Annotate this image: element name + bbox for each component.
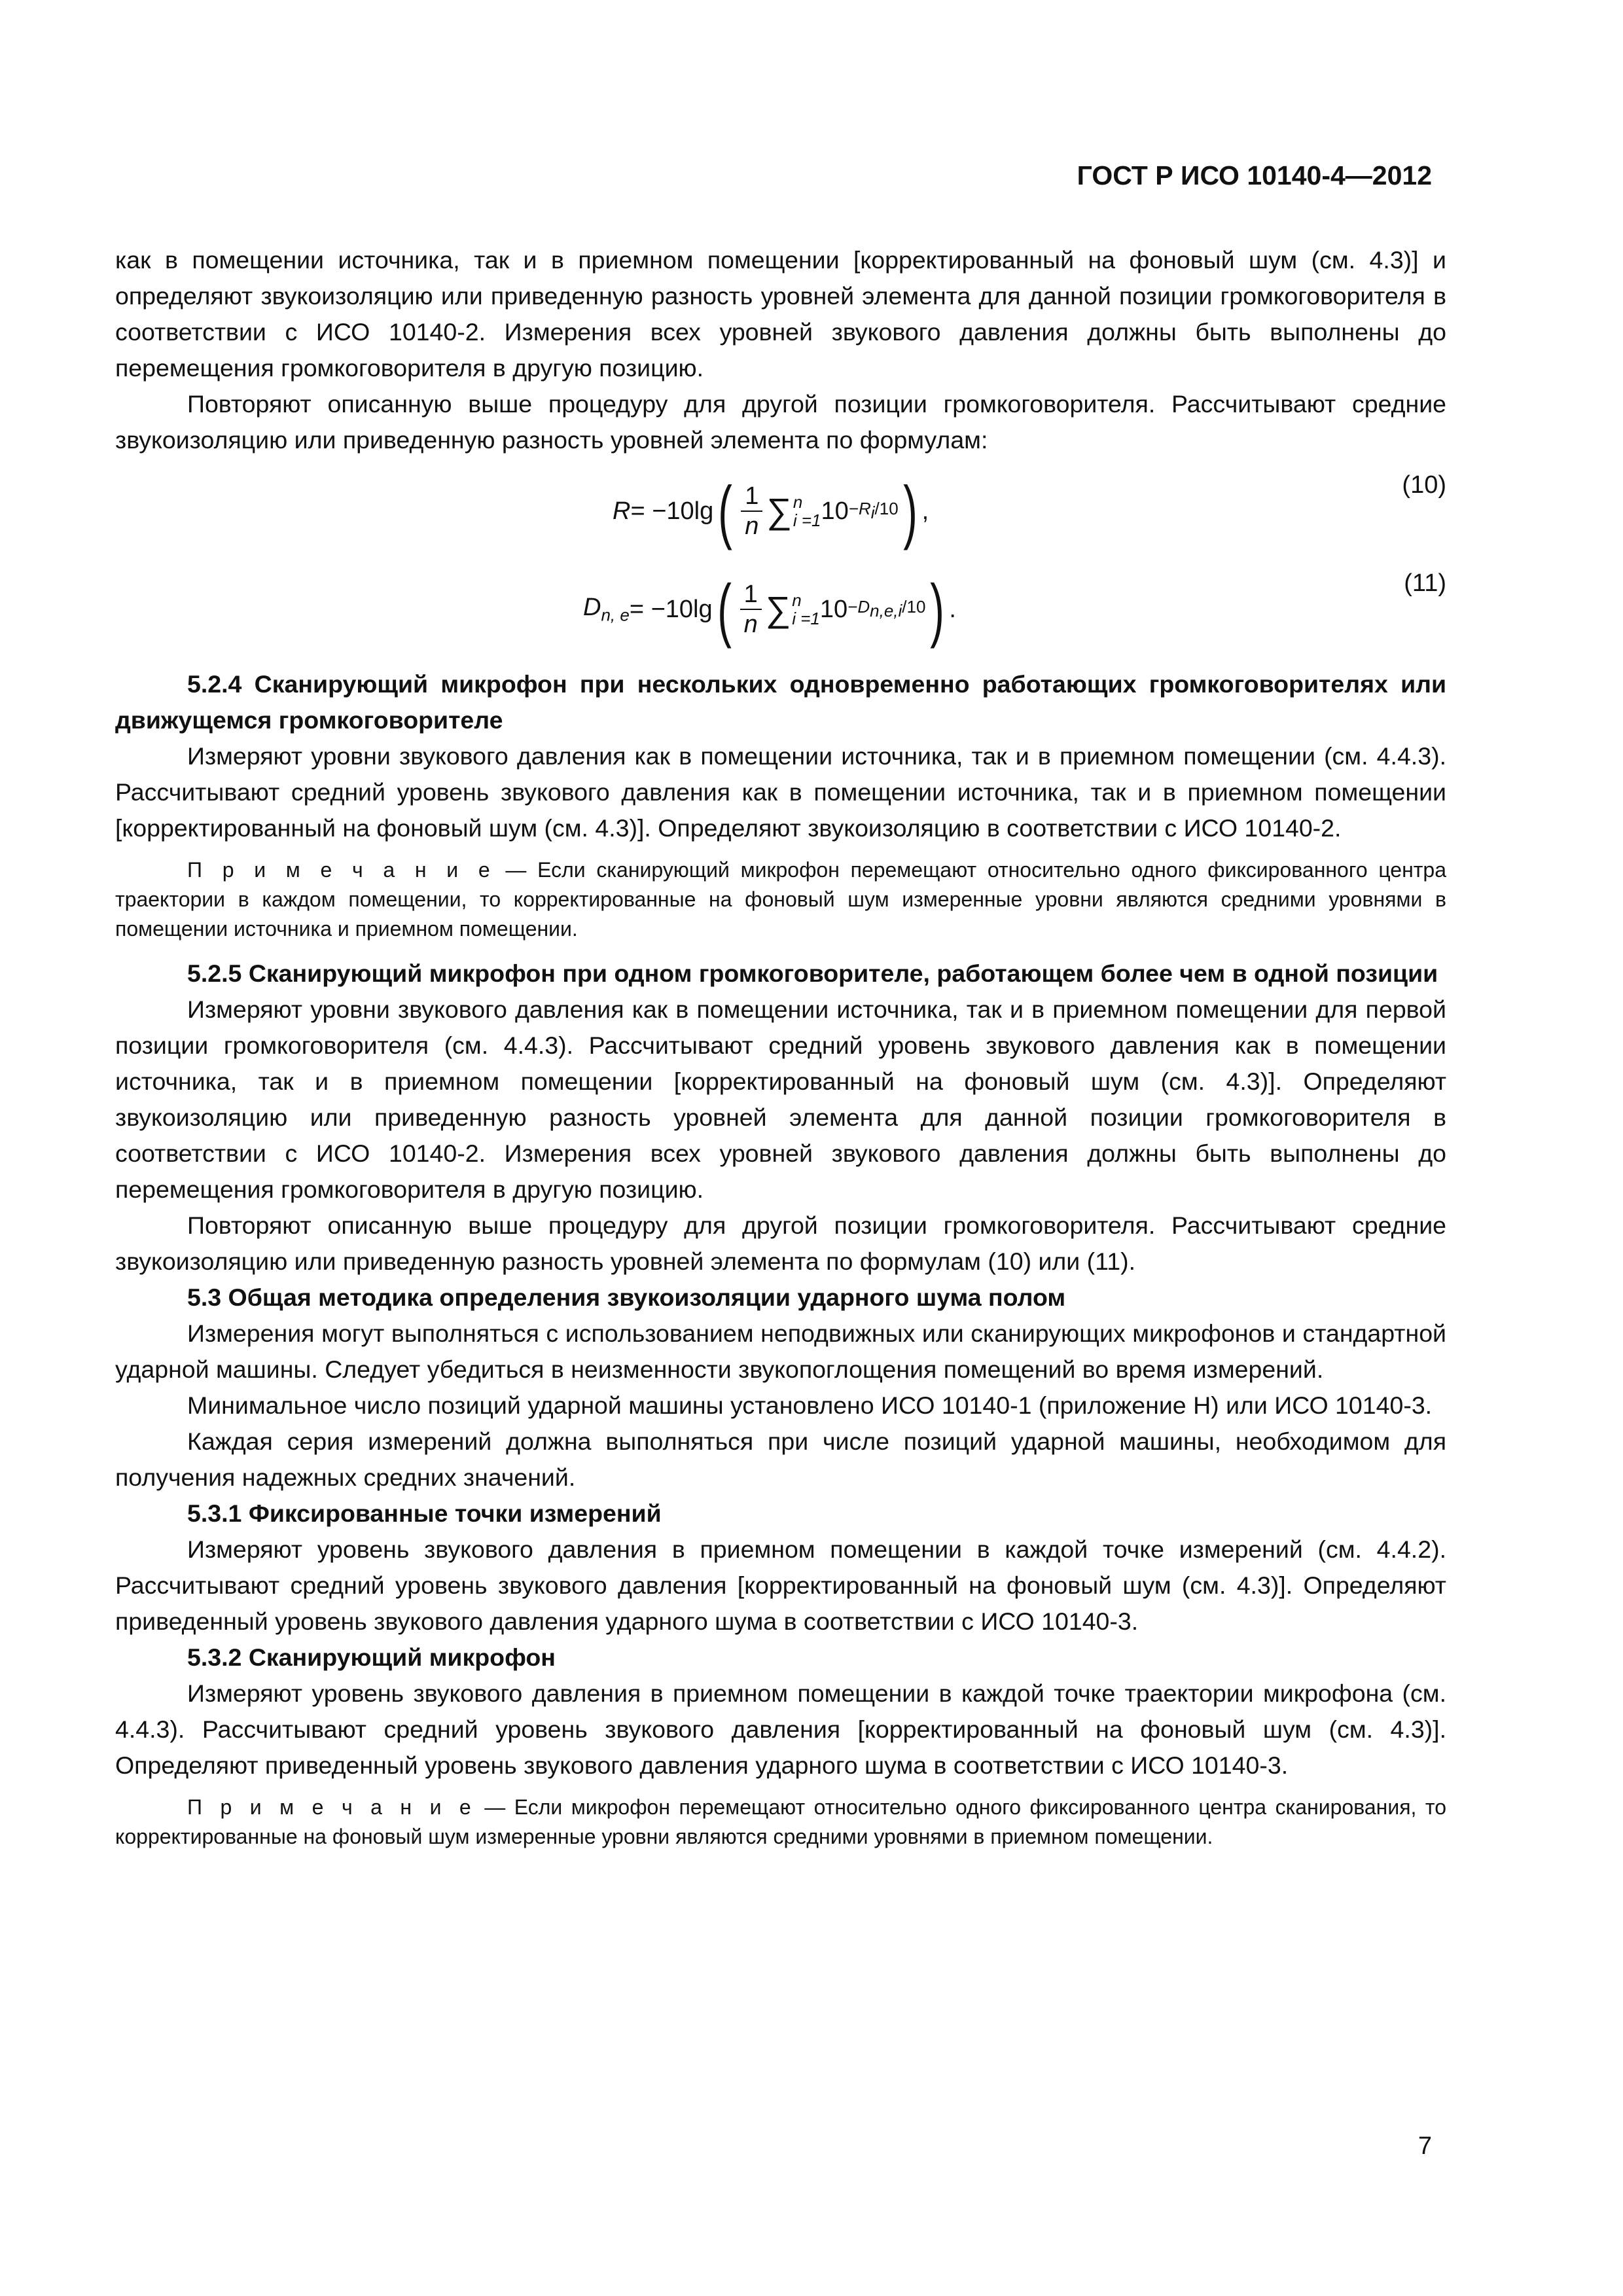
formula-lhs: $D_{n, e}$ [583,593,630,625]
right-paren: ) [930,569,945,649]
sum-lower-limit: i =1 [793,511,821,530]
paragraph: Измеряют уровень звукового давления в приемном помещении в каждой точке измерений (см. 4.4.2). Рассчитывают средний уровень звукового давления [корректированный на фоновый шум (см. 4.3)]. Определяют приведенный уровень звукового давления ударного шума в соответствии с ИСО 10140-3. [115,1535,1446,1635]
fraction-numerator: 1 [741,482,762,512]
paragraph: Измеряют уровни звукового давления как в помещении источника, так и в приемном помещении (см. 4.4.3). Рассчитывают средний уровень звукового давления как в помещении источника, так и в приемном помещении [корректированный на фоновый шум (см. 4.3)]. Определяют звукоизоляцию в соответствии с ИСО 10140-2. [115,742,1446,842]
fraction-denominator: n [745,512,759,540]
note-label: П р и м е ч а н и е [187,1795,476,1819]
sum-lower-limit: i =1 [792,609,820,628]
paragraph: Каждая серия измерений должна выполняться при числе позиций ударной машины, необходимом для получения надежных средних значений. [115,1427,1446,1491]
paragraph: Измерения могут выполняться с использованием неподвижных или сканирующих микрофонов и стандартной ударной машины. Следует убедиться в неизменности звукопоглощения помещений во время измерений. [115,1319,1446,1383]
note-label: П р и м е ч а н и е [187,858,495,882]
formula-eq: = −10lg [630,497,714,525]
formula-trail: , [921,497,929,525]
left-paren: ( [718,471,733,550]
formula-eq: = −10lg [629,595,713,623]
sum-upper-limit: n [793,492,803,512]
section-heading-5-3-1: 5.3.1 Фиксированные точки измерений [187,1499,662,1527]
paragraph: Измеряют уровни звукового давления как в помещении источника, так и в приемном помещении для первой позиции громкоговорителя (см. 4.4.3). Рассчитывают средний уровень звукового давления как в помещении источника, так и в приемном помещении [корректированный на фоновый шум (см. 4.3)]. Определяют звукоизоляцию или приведенную разность уровней элемента для данной позиции громкоговорителя в соответствии с ИСО 10140-2. Измерения всех уровней звукового давления должны быть выполнены до перемещения громкоговорителя в другую позицию. [115,996,1446,1203]
sum-upper-limit: n [792,590,802,610]
formula-number: (11) [1404,569,1446,597]
formula-base: 10 [819,595,848,623]
page-content [115,242,1446,1863]
formula-number: (10) [1402,471,1446,499]
formula-lhs: R [613,497,631,525]
paragraph: Минимальное число позиций ударной машины установлено ИСО 10140-1 (приложение Н) или ИСО 10140-3. [187,1391,1433,1419]
formula-fraction [741,482,762,541]
section-heading-5-3-2: 5.3.2 Сканирующий микрофон [187,1643,556,1671]
sum-operator [766,491,821,531]
sum-limits [792,591,820,628]
formula-base: 10 [821,497,849,525]
paragraph: Повторяют описанную выше процедуру для другой позиции громкоговорителя. Рассчитывают средние звукоизоляцию или приведенную разность уровней элемента по формулам: [115,390,1446,454]
left-paren: ( [717,569,732,649]
paragraph: как в помещении источника, так и в приемном помещении [корректированный на фоновый шум (см. 4.3)] и определяют звукоизоляцию или приведенную разность уровней элемента для данной позиции громкоговорителя в соответствии с ИСО 10140-2. Измерения всех уровней звукового давления должны быть выполнены до перемещения громкоговорителя в другую позицию. [115,246,1446,382]
sum-limits [793,493,821,529]
note [115,1793,1446,1852]
sum-operator [766,589,820,630]
note-text: — Если сканирующий микрофон перемещают относительно одного фиксированного центра траектории в каждом помещении, то корректированные на фоновый шум измеренные уровни являются средними уровнями в помещении источника и приемном помещении. [115,858,1447,941]
fraction-numerator: 1 [740,580,762,610]
document-header: ГОСТ Р ИСО 10140-4—2012 [1077,160,1432,190]
note-text: — Если микрофон перемещают относительно одного фиксированного центра сканирования, то корректированные на фоновый шум измеренные уровни являются средними уровнями в приемном помещении. [115,1795,1447,1848]
formula-11 [115,560,1446,658]
section-heading-5-2-5: 5.2.5 Сканирующий микрофон при одном громкоговорителе, работающем более чем в одной позиции [187,960,1438,987]
paragraph: Повторяют описанную выше процедуру для другой позиции громкоговорителя. Рассчитывают средние звукоизоляцию или приведенную разность уровней элемента по формулам (10) или (11). [115,1211,1446,1275]
formula-11-expression [583,560,956,658]
section-heading-5-3: 5.3 Общая методика определения звукоизоляции ударного шума полом [187,1283,1066,1311]
section-heading-5-2-4: 5.2.4 Сканирующий микрофон при нескольких одновременно работающих громкоговорителях или движущемся громкоговорителе [115,670,1446,734]
paragraph: Измеряют уровень звукового давления в приемном помещении в каждой точке траектории микрофона (см. 4.4.3). Рассчитывают средний уровень звукового давления [корректированный на фоновый шум (см. 4.3)]. Определяют приведенный уровень звукового давления ударного шума в соответствии с ИСО 10140-3. [115,1679,1446,1779]
formula-fraction [740,580,762,639]
sigma-icon: ∑ [766,492,792,531]
fraction-denominator: n [743,611,758,638]
formula-10-expression [613,462,929,560]
note [115,855,1446,944]
page-number: 7 [1418,2132,1432,2160]
formula-exponent: $-D_{n,e,i}/10$ [847,597,926,621]
formula-trail: . [949,595,956,623]
formula-exponent: $-R_i/10$ [848,499,899,523]
right-paren: ) [902,471,918,550]
sigma-icon: ∑ [765,590,791,629]
formula-10 [115,462,1446,560]
